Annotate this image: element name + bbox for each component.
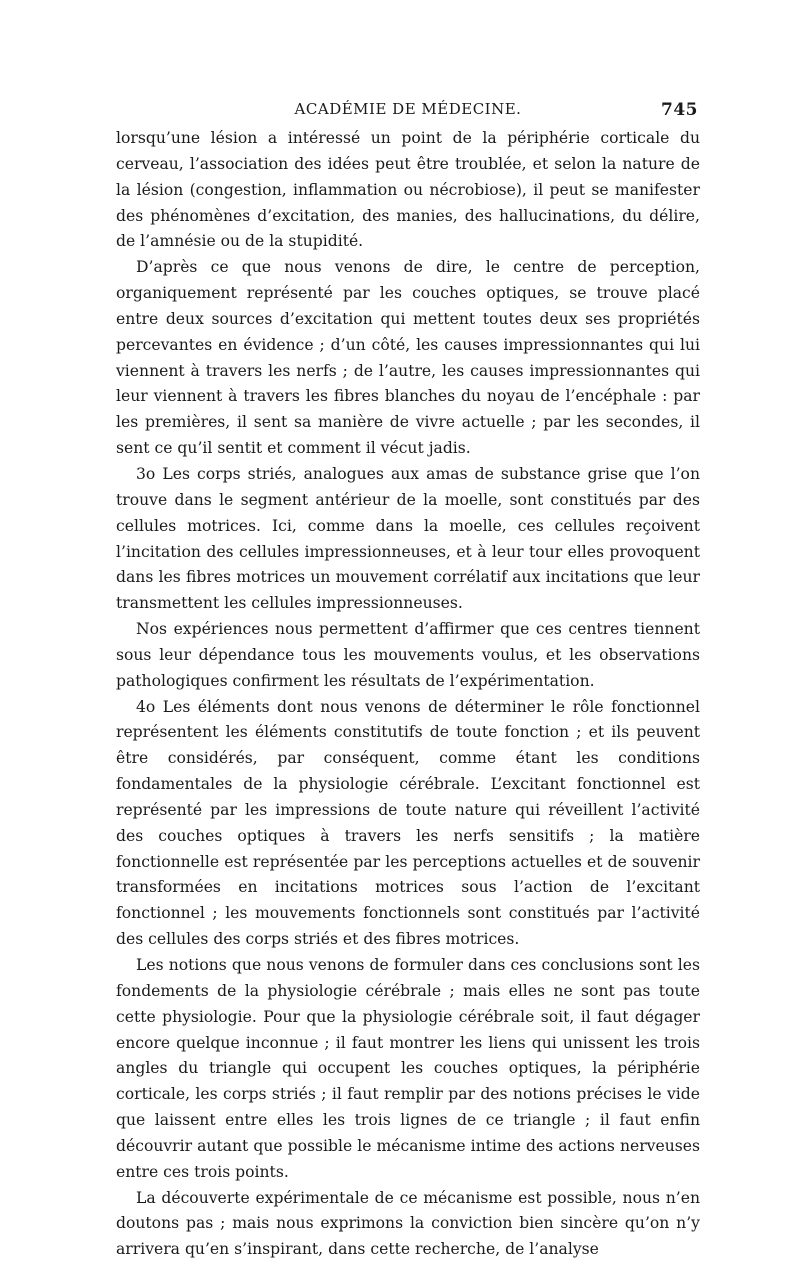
paragraph: Nos expériences nous permettent d’affirmer que ces centres tiennent sous leur dépendance tous les mouvements voulus, et les observations pathologiques confirment les résultats de l’expérimentation. (116, 620, 700, 690)
paragraph: 3o Les corps striés, analogues aux amas de substance grise que l’on trouve dans le segment antérieur de la moelle, sont constitués par des cellules motrices. Ici, comme dans la moelle, ces cellules reçoivent l’incitation des cellules impressionneuses, et à leur tour elles provoquent dans les fibres motrices un mouvement corrélatif aux incitations que leur transmettent les cellules impressionneuses. (116, 464, 700, 613)
running-head-title: ACADÉMIE DE MÉDECINE. (294, 100, 522, 118)
page-number: 745 (661, 100, 698, 120)
body-text (116, 126, 700, 1263)
document-page (116, 100, 700, 1263)
running-head (116, 100, 700, 122)
paragraph: La découverte expérimentale de ce mécanisme est possible, nous n’en doutons pas ; mais nous exprimons la conviction bien sincère qu’on n’y arrivera qu’en s’inspirant, dans cette recherche, de l’analyse (116, 1188, 700, 1259)
paragraph: 4o Les éléments dont nous venons de déterminer le rôle fonctionnel représentent les éléments constitutifs de toute fonction ; et ils peuvent être considérés, par conséquent, comme étant les conditions fondamentales de la physiologie cérébrale. L’excitant fonctionnel est représenté par les impressions de toute nature qui réveillent l’activité des couches optiques à travers les nerfs sensitifs ; la matière fonctionnelle est représentée par les perceptions actuelles et de souvenir transformées en incitations motrices sous l’action de l’excitant fonctionnel ; les mouvements fonctionnels sont constitués par l’activité des cellules des corps striés et des fibres motrices. (116, 697, 700, 949)
paragraph: lorsqu’une lésion a intéressé un point de la périphérie corticale du cerveau, l’association des idées peut être troublée, et selon la nature de la lésion (congestion, inflammation ou nécrobiose), il peut se manifester des phénomènes d’excitation, des manies, des hallucinations, du délire, de l’amnésie ou de la stupidité. (116, 129, 700, 251)
paragraph: Les notions que nous venons de formuler dans ces conclusions sont les fondements de la physiologie cérébrale ; mais elles ne sont pas toute cette physiologie. Pour que la physiologie cérébrale soit, il faut dégager encore quelque inconnue ; il faut montrer les liens qui unissent les trois angles du triangle qui occupent les couches optiques, la périphérie corticale, les corps striés ; il faut remplir par des notions précises le vide que laissent entre elles les trois lignes de ce triangle ; il faut enfin découvrir autant que possible le mécanisme intime des actions nerveuses entre ces trois points. (116, 956, 700, 1181)
paragraph: D’après ce que nous venons de dire, le centre de perception, organiquement représenté par les couches optiques, se trouve placé entre deux sources d’excitation qui mettent toutes deux ses propriétés percevantes en évidence ; d’un côté, les causes impressionnantes qui lui viennent à travers les nerfs ; de l’autre, les causes impressionnantes qui leur viennent à travers les fibres blanches du noyau de l’encéphale : par les premières, il sent sa manière de vivre actuelle ; par les secondes, il sent ce qu’il sentit et comment il vécut jadis. (116, 258, 700, 458)
